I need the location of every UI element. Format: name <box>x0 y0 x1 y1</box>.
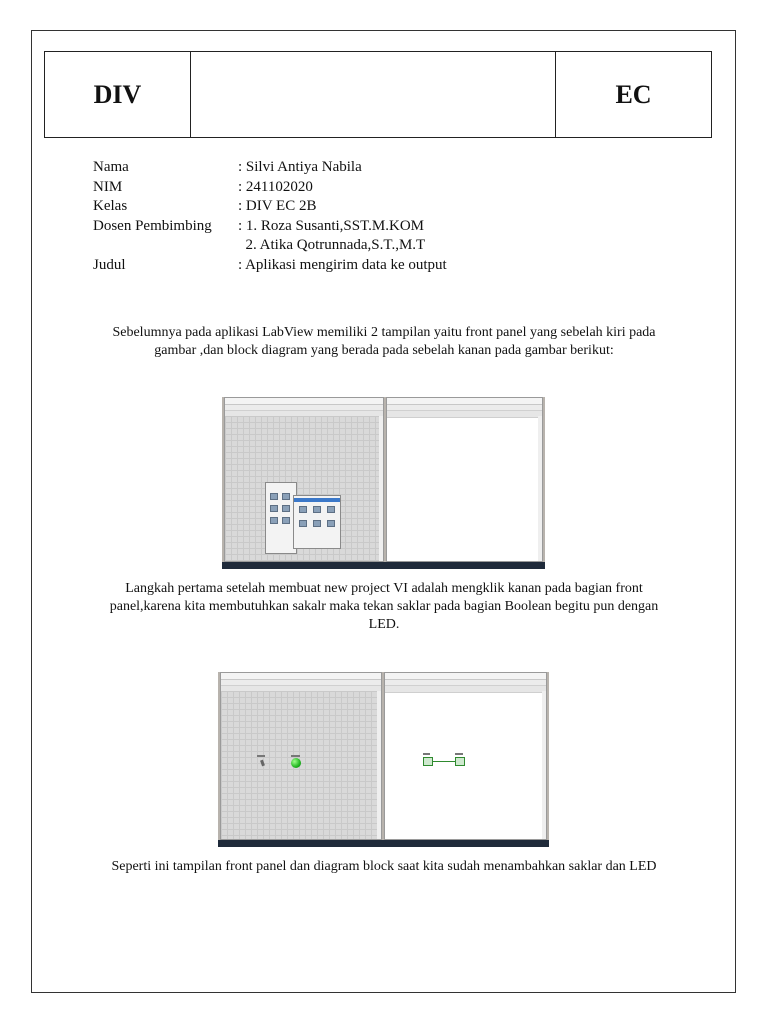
block-diagram-window <box>384 672 547 840</box>
front-panel-window <box>224 397 384 562</box>
windows-taskbar <box>218 840 549 847</box>
scrollbar <box>542 691 546 839</box>
info-value: : DIV EC 2B <box>238 198 317 214</box>
terminal-label <box>455 753 463 755</box>
info-row-dosen-1 <box>93 217 447 237</box>
window-toolbar <box>387 411 542 418</box>
window-toolbar <box>385 686 546 693</box>
info-row-judul <box>93 256 447 276</box>
info-label: Nama <box>93 159 129 175</box>
info-label <box>93 236 238 256</box>
info-label: Judul <box>93 256 126 273</box>
info-value: 2. Atika Qotrunnada,S.T.,M.T <box>238 237 426 253</box>
palette-icon <box>282 493 290 500</box>
header-cell-right: EC <box>615 79 652 109</box>
palette-icon <box>327 506 335 513</box>
info-value: : Aplikasi mengirim data ke output <box>238 256 447 273</box>
palette-icon <box>270 493 278 500</box>
palette-icon <box>270 517 278 524</box>
scrollbar <box>379 416 383 561</box>
info-value: : 241102020 <box>238 178 313 195</box>
palette-icon <box>299 520 307 527</box>
screenshot-labview-switch-led <box>218 672 549 847</box>
info-label: Kelas <box>93 198 128 214</box>
header-cell-middle <box>191 52 556 137</box>
led-label <box>291 755 300 757</box>
info-row-nim <box>93 178 447 198</box>
windows-taskbar <box>222 562 545 569</box>
palette-selection <box>294 498 340 502</box>
info-row-nama <box>93 158 447 178</box>
switch-terminal-icon <box>423 757 433 766</box>
led-terminal-icon <box>455 757 465 766</box>
wire <box>433 761 455 762</box>
boolean-subpalette <box>293 495 341 549</box>
info-row-dosen-2 <box>93 236 447 256</box>
info-value: : 1. Roza Susanti,SST.M.KOM <box>238 217 424 234</box>
window-titlebar <box>225 398 383 405</box>
student-info <box>93 158 447 275</box>
scrollbar <box>377 691 381 839</box>
switch-label <box>257 755 265 757</box>
header-table <box>44 51 712 138</box>
paragraph-result: Seperti ini tampilan front panel dan diagram block saat kita sudah menambahkan saklar dan LED <box>111 859 657 874</box>
screenshot-labview-palette <box>222 397 545 569</box>
window-titlebar <box>385 673 546 680</box>
info-row-kelas <box>93 197 447 217</box>
palette-icon <box>327 520 335 527</box>
info-label: NIM <box>93 178 123 195</box>
info-label: Dosen Pembimbing <box>93 217 212 234</box>
info-value: : Silvi Antiya Nabila <box>238 159 362 175</box>
scrollbar <box>538 416 542 561</box>
window-titlebar <box>221 673 381 680</box>
led-indicator-icon <box>291 758 301 768</box>
palette-icon <box>270 505 278 512</box>
palette-icon <box>313 520 321 527</box>
terminal-label <box>423 753 430 755</box>
paragraph-step-one: Langkah pertama setelah membuat new project VI adalah mengklik kanan pada bagian front panel,karena kita membutuhkan sakalr maka tekan saklar pada bagian Boolean begitu pun dengan LED. <box>109 581 659 632</box>
window-titlebar <box>387 398 542 405</box>
paragraph-intro: Sebelumnya pada aplikasi LabView memiliki 2 tampilan yaitu front panel yang sebelah kiri pada gambar ,dan block diagram yang berada pada sebelah kanan pada gambar berikut: <box>112 325 656 358</box>
palette-icon <box>282 505 290 512</box>
front-panel-window <box>220 672 382 840</box>
header-cell-left: DIV <box>45 52 191 137</box>
palette-icon <box>313 506 321 513</box>
palette-icon <box>299 506 307 513</box>
block-diagram-window <box>386 397 543 562</box>
palette-icon <box>282 517 290 524</box>
